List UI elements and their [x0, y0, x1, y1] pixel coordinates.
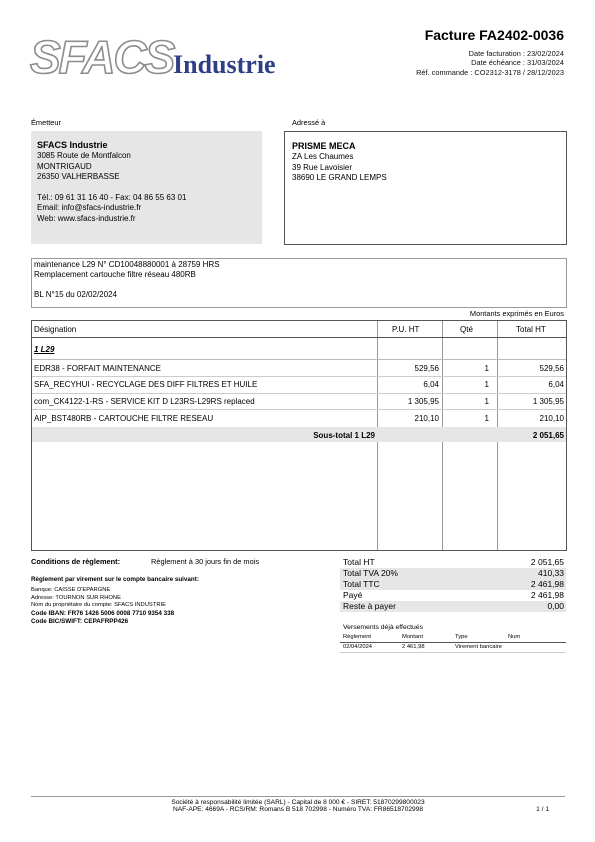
- emitter-name: SFACS Industrie: [37, 140, 108, 150]
- payments-header-reglement: Règlement: [343, 634, 372, 640]
- row-divider: [32, 359, 566, 360]
- bank-transfer-title: Règlement par virement sur le compte bancaire suivant:: [31, 576, 199, 583]
- row-designation: AIP_BST480RB - CARTOUCHE FILTRE RESEAU: [34, 414, 214, 423]
- header-quantity: Qté: [460, 325, 473, 334]
- addressee-label: Adressé à: [292, 118, 326, 127]
- payment-amount: 2 461,98: [402, 644, 425, 650]
- total-label: Reste à payer: [343, 601, 396, 611]
- subtotal-value: 2 051,65: [532, 431, 564, 440]
- items-table: [31, 320, 567, 551]
- invoice-object-box: [31, 258, 567, 308]
- total-label: Payé: [343, 590, 363, 600]
- row-total: 1 305,95: [532, 397, 564, 406]
- row-quantity: 1: [484, 364, 489, 373]
- addressee-name: PRISME MECA: [292, 141, 356, 151]
- emitter-box: [31, 131, 262, 244]
- currency-note: Montants exprimés en Euros: [469, 309, 564, 318]
- payments-header-montant: Montant: [402, 634, 423, 640]
- emitter-address-line: 26350 VALHERBASSE: [37, 172, 120, 181]
- legal-footer: [31, 796, 565, 815]
- page-number: 1 / 1: [536, 806, 549, 813]
- invoice-date: Date facturation : 23/02/2024: [468, 49, 564, 58]
- payments-block: [340, 624, 566, 653]
- payments-title: Versements déjà effectués: [343, 624, 423, 631]
- section-title: 1 L29: [34, 345, 55, 354]
- payments-header: [340, 634, 566, 643]
- header-divider: [32, 337, 566, 338]
- total-label: Total TVA 20%: [343, 568, 398, 578]
- row-divider: [32, 409, 566, 410]
- invoice-due-date: Date échéance : 31/03/2024: [471, 58, 564, 67]
- addressee-address-line: 38690 LE GRAND LEMPS: [292, 173, 387, 182]
- row-designation: EDR38 - FORFAIT MAINTENANCE: [34, 364, 161, 373]
- logo-industrie-text: Industrie: [173, 50, 276, 79]
- total-label: Total HT: [343, 557, 375, 567]
- total-value: 2 461,98: [530, 590, 564, 600]
- addressee-address-line: 39 Rue Lavoisier: [292, 162, 353, 172]
- header-designation: Désignation: [34, 325, 77, 334]
- conditions-label: Conditions de règlement:: [31, 557, 121, 566]
- header-total: Total HT: [516, 325, 546, 334]
- total-row-paid: [340, 590, 566, 601]
- emitter-website: Web: www.sfacs-industrie.fr: [37, 213, 136, 223]
- row-divider: [32, 376, 566, 377]
- bic-code: Code BIC/SWIFT: CEPAFRPP426: [31, 617, 129, 625]
- row-designation: com_CK4122-1-RS - SERVICE KIT D L23RS-L29RS replaced: [34, 397, 255, 406]
- object-line: maintenance L29 N° CD10048880001 à 28759 HRS: [34, 260, 220, 269]
- total-label: Total TTC: [343, 579, 380, 589]
- total-value: 2 051,65: [530, 557, 564, 567]
- delivery-note: BL N°15 du 02/02/2024: [34, 290, 117, 299]
- total-row-ttc: [340, 579, 566, 590]
- payments-header-num: Num: [508, 634, 521, 640]
- object-line: Remplacement cartouche filtre réseau 480RB: [34, 270, 196, 279]
- subtotal-label: Sous-total 1 L29: [313, 431, 375, 440]
- header-unit-price: P.U. HT: [392, 325, 420, 334]
- row-quantity: 1: [484, 397, 489, 406]
- total-value: 0,00: [547, 601, 564, 611]
- conditions-value: Règlement à 30 jours fin de mois: [151, 557, 260, 566]
- payments-header-type: Type: [455, 634, 468, 640]
- account-owner: Nom du propriétaire du compte: SFACS INDUSTRIE: [31, 602, 166, 608]
- payment-row: [340, 643, 566, 653]
- payment-type: Virement bancaire: [455, 644, 502, 650]
- payment-conditions: [31, 557, 331, 626]
- row-quantity: 1: [484, 414, 489, 423]
- bank-address: Adresse: TOURNON SUR RHONE: [31, 594, 121, 601]
- total-value: 2 461,98: [530, 579, 564, 589]
- row-unit-price: 6,04: [423, 380, 439, 389]
- payment-date: 02/04/2024: [343, 644, 373, 650]
- logo-sfacs-text: SFACS: [30, 31, 174, 83]
- emitter-email: Email: info@sfacs-industrie.fr: [37, 203, 142, 212]
- total-row-tva: [340, 568, 566, 579]
- row-total: 6,04: [548, 380, 564, 389]
- emitter-address-line: MONTRIGAUD: [37, 161, 92, 171]
- order-reference: Réf. commande : CO2312-3178 / 28/12/2023: [416, 68, 564, 77]
- emitter-label: Émetteur: [31, 118, 61, 127]
- row-unit-price: 1 305,95: [407, 397, 439, 406]
- row-total: 210,10: [539, 414, 564, 423]
- row-divider: [32, 393, 566, 394]
- company-logo: [30, 31, 290, 83]
- total-row-ht: [340, 557, 566, 568]
- emitter-address-line: 3085 Route de Montfalcon: [37, 151, 131, 160]
- total-value: 410,33: [538, 568, 564, 578]
- row-total: 529,56: [539, 364, 564, 373]
- iban-code: Code IBAN: FR76 1426 5006 0008 7710 9354 338: [31, 609, 175, 617]
- totals-block: [340, 557, 566, 612]
- footer-registration-info: NAF-APE: 4669A - RCS/RM: Romans B 518 702998 - Numéro TVA: FR86518702998: [172, 806, 424, 813]
- total-row-remaining: [340, 601, 566, 612]
- addressee-box: [284, 131, 567, 245]
- row-designation: SFA_RECYHUI - RECYCLAGE DES DIFF FILTRES ET HUILE: [34, 380, 258, 389]
- row-unit-price: 529,56: [414, 364, 439, 373]
- emitter-phone: Tél.: 09 61 31 16 40 - Fax: 04 86 55 63 01: [37, 192, 187, 202]
- bank-name: Banque: CAISSE D'EPARGNE: [31, 587, 111, 593]
- footer-company-info: Société à responsabilité limitée (SARL) - Capital de 8 000 € - SIRET: 51870299800023: [171, 799, 425, 806]
- invoice-title: Facture FA2402-0036: [424, 27, 564, 43]
- row-quantity: 1: [484, 380, 489, 389]
- row-unit-price: 210,10: [414, 414, 439, 423]
- addressee-address-line: ZA Les Chaumes: [292, 152, 354, 161]
